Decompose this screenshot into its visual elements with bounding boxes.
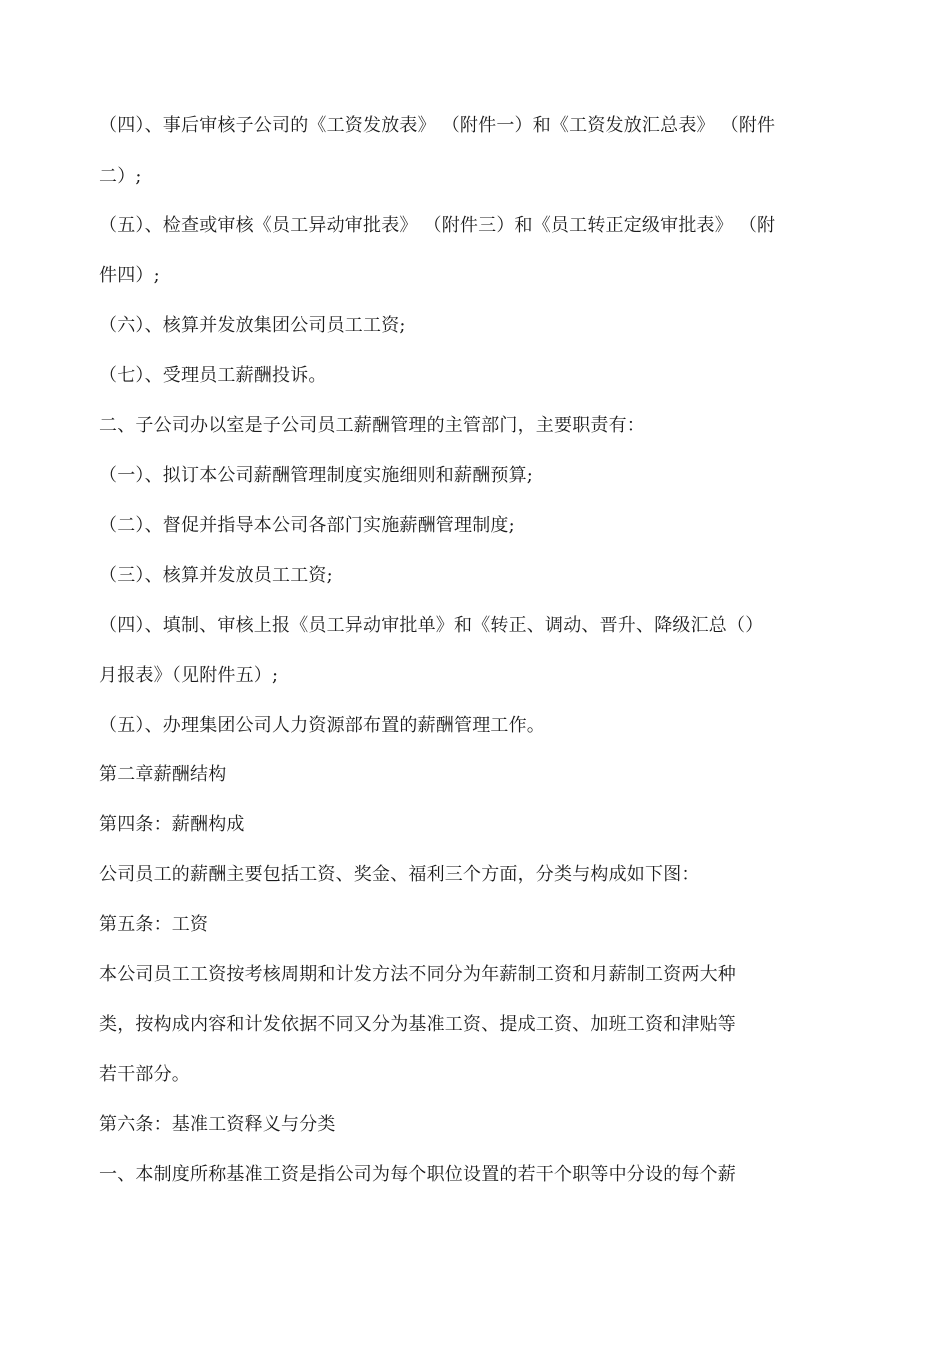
text-line: （四）、事后审核子公司的《工资发放表》 （附件一）和《工资发放汇总表》 （附件 [99,115,776,136]
text-line: 公司员工的薪酬主要包括工资、奖金、福利三个方面，分类与构成如下图： [99,864,700,885]
text-line: 月报表》（见附件五）; [99,665,279,686]
text-line: （一）、拟订本公司薪酬管理制度实施细则和薪酬预算; [99,465,534,486]
text-line: （五）、办理集团公司人力资源部布置的薪酬管理工作。 [99,715,545,736]
article-heading: 第六条：基准工资释义与分类 [99,1114,336,1135]
text-line: （五）、检查或审核《员工异动审批表》 （附件三）和《员工转正定级审批表》 （附 [99,215,776,236]
text-line: 本公司员工工资按考核周期和计发方法不同分为年薪制工资和月薪制工资两大种 [99,964,736,985]
text-line: 类，按构成内容和计发依据不同又分为基准工资、提成工资、加班工资和津贴等 [99,1014,736,1035]
text-line: （二）、督促并指导本公司各部门实施薪酬管理制度; [99,515,515,536]
text-line: 一、本制度所称基准工资是指公司为每个职位设置的若干个职等中分设的每个薪 [99,1164,736,1185]
text-line: 二）; [99,166,142,187]
article-heading: 第五条：工资 [99,914,209,935]
text-line: 件四）; [99,265,160,286]
chapter-heading: 第二章薪酬结构 [99,764,227,785]
text-line: （六）、核算并发放集团公司员工工资; [99,315,406,336]
text-line: 二、子公司办以室是子公司员工薪酬管理的主管部门，主要职责有： [99,415,645,436]
text-line: （四）、填制、审核上报《员工异动审批单》和《转正、调动、晋升、降级汇总（） [99,615,764,636]
text-line: 若干部分。 [99,1064,190,1085]
article-heading: 第四条：薪酬构成 [99,814,245,835]
text-line: （三）、核算并发放员工工资; [99,565,333,586]
text-line: （七）、受理员工薪酬投诉。 [99,365,327,386]
